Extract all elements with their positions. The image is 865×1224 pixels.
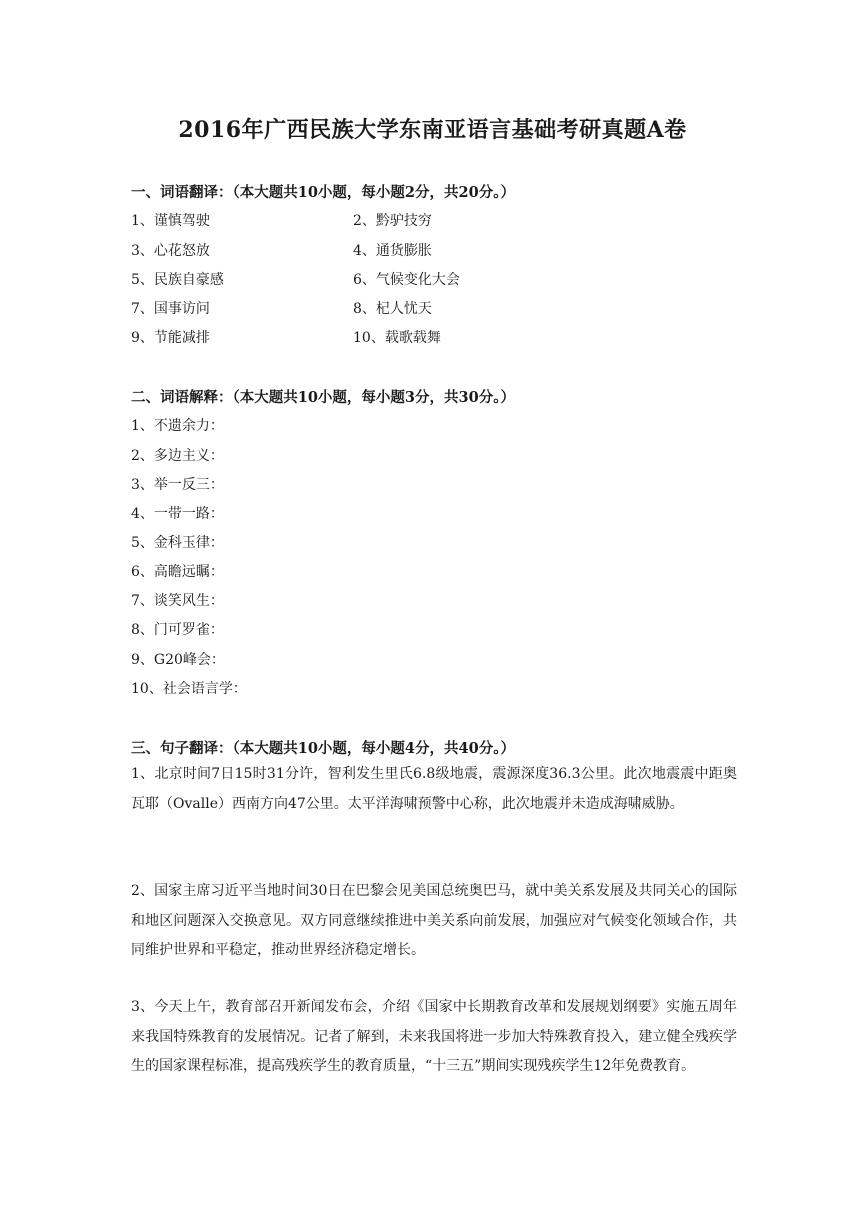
section3-paragraph: 3、今天上午，教育部召开新闻发布会，介绍《国家中长期教育改革和发展规划纲要》实施五周年来我国特殊教育的发展情况。记者了解到，未来我国将进一步加大特殊教育投入，建立健全残疾学生的国家课程标准，提高残疾学生的教育质量，“十三五”期间实现残疾学生12年免费教育。 [131,999,737,1074]
section2-item: 1、不遗余力： [131,418,224,434]
section2-item: 3、举一反三： [131,477,224,493]
section2-item: 7、谈笑风生： [131,593,224,609]
section1-item: 2、黔驴技穷 [353,213,432,229]
section2-item: 5、金科玉律： [131,535,224,551]
section3-paragraph: 2、国家主席习近平当地时间30日在巴黎会见美国总统奥巴马，就中美关系发展及共同关心的国际和地区问题深入交换意见。双方同意继续推进中美关系向前发展，加强应对气候变化领域合作，共同维护世界和平稳定，推动世界经济稳定增长。 [131,883,737,958]
section2-heading: 二、词语解释：（本大题共10小题，每小题3分，共30分。） [131,389,515,406]
section1-item: 3、心花怒放 [131,243,210,259]
section1-item: 5、民族自豪感 [131,272,224,288]
section1-item: 6、气候变化大会 [353,272,460,288]
section3-heading: 三、句子翻译：（本大题共10小题，每小题4分，共40分。） [131,740,515,757]
section2-item: 8、门可罗雀： [131,622,224,638]
page-title: 2016年广西民族大学东南亚语言基础考研真题A卷 [178,117,687,143]
section1-item: 8、杞人忧天 [353,301,432,317]
section2-item: 6、高瞻远瞩： [131,564,224,580]
section2-item: 4、一带一路： [131,506,224,522]
section1-item: 4、通货膨胀 [353,243,432,259]
section3-paragraph: 1、北京时间7日15时31分许，智利发生里氏6.8级地震，震源深度36.3公里。此次地震震中距奥瓦耶（Ovalle）西南方向47公里。太平洋海啸预警中心称，此次地震并未造成海啸威胁。 [131,766,737,812]
section2-item: 2、多边主义： [131,448,224,464]
section1-heading: 一、词语翻译：（本大题共10小题，每小题2分，共20分。） [131,184,515,201]
section1-item: 9、节能减排 [131,330,210,346]
section2-item: 10、社会语言学： [131,681,247,697]
section1-item: 10、载歌载舞 [353,330,441,346]
section1-item: 7、国事访问 [131,301,210,317]
section1-item: 1、谨慎驾驶 [131,213,210,229]
section2-item: 9、G20峰会： [131,652,225,668]
